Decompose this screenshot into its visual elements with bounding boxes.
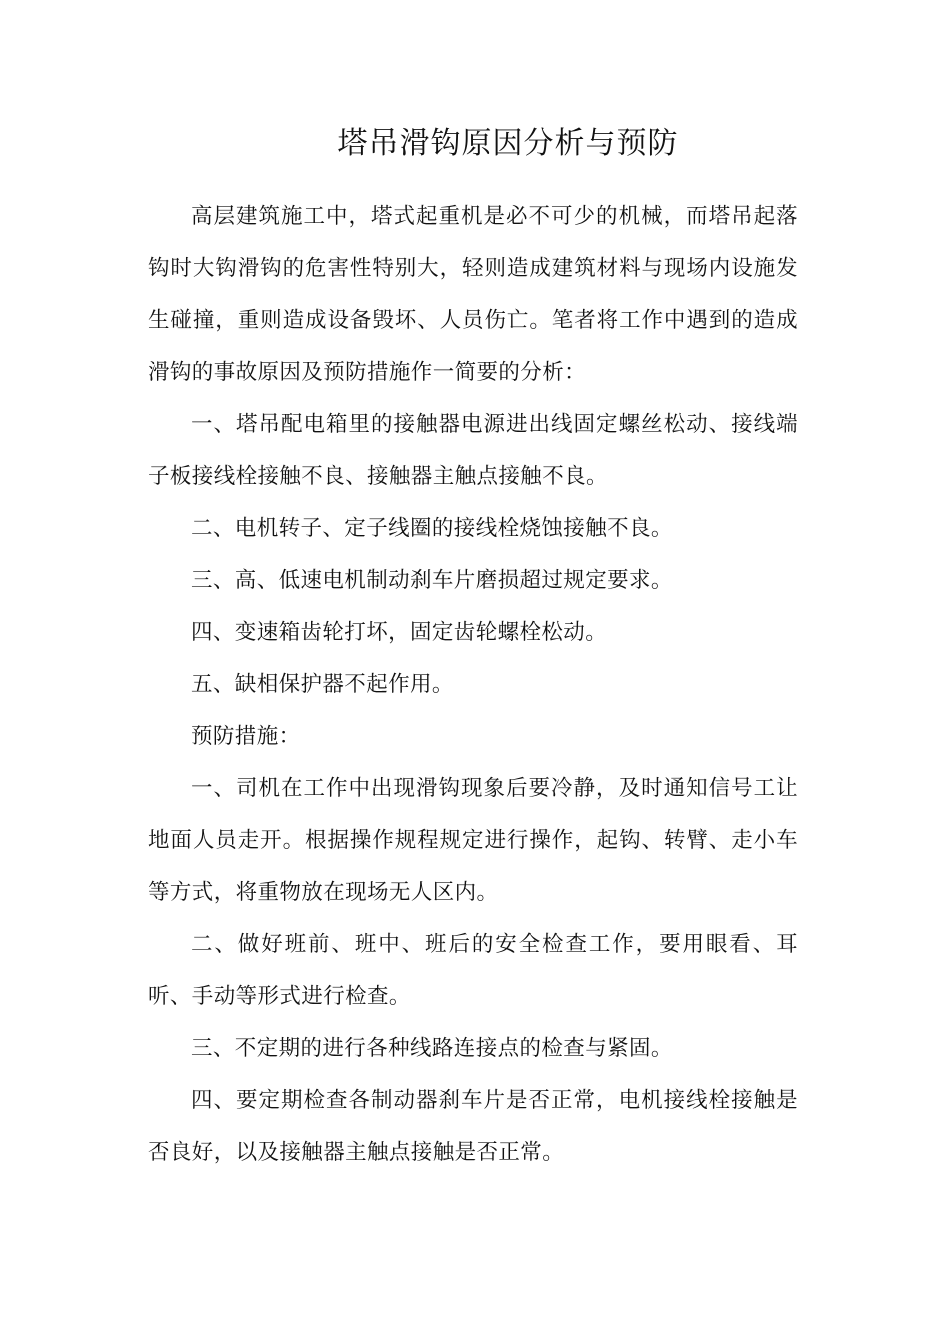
paragraph-prevention-4: 四、要定期检查各制动器刹车片是否正常，电机接线栓接触是否良好，以及接触器主触点接触是否正常。 [148,1088,798,1165]
paragraph-prevention-3: 三、不定期的进行各种线路连接点的检查与紧固。 [191,1036,673,1061]
paragraph-intro: 高层建筑施工中，塔式起重机是必不可少的机械，而塔吊起落钩时大钩滑钩的危害性特别大，轻则造成建筑材料与现场内设施发生碰撞，重则造成设备毁坏、人员伤亡。笔者将工作中遇到的造成滑钩的事故原因及预防措施作一简要的分析： [148,204,798,385]
paragraph-cause-3: 三、高、低速电机制动刹车片磨损超过规定要求。 [191,568,673,593]
document-body [148,191,798,1179]
paragraph-cause-5: 五、缺相保护器不起作用。 [191,672,454,697]
paragraph-cause-4: 四、变速箱齿轮打坏，固定齿轮螺栓松动。 [191,620,608,645]
paragraph-cause-2: 二、电机转子、定子线圈的接线栓烧蚀接触不良。 [191,516,673,541]
paragraph-prevention-1: 一、司机在工作中出现滑钩现象后要冷静，及时通知信号工让地面人员走开。根据操作规程规定进行操作，起钩、转臂、走小车等方式，将重物放在现场无人区内。 [148,776,798,905]
document-title: 塔吊滑钩原因分析与预防 [337,126,679,161]
paragraph-prevention-2: 二、做好班前、班中、班后的安全检查工作，要用眼看、耳听、手动等形式进行检查。 [148,932,798,1009]
paragraph-cause-1: 一、塔吊配电箱里的接触器电源进出线固定螺丝松动、接线端子板接线栓接触不良、接触器主触点接触不良。 [148,412,798,489]
paragraph-prevention-heading: 预防措施： [191,724,301,749]
